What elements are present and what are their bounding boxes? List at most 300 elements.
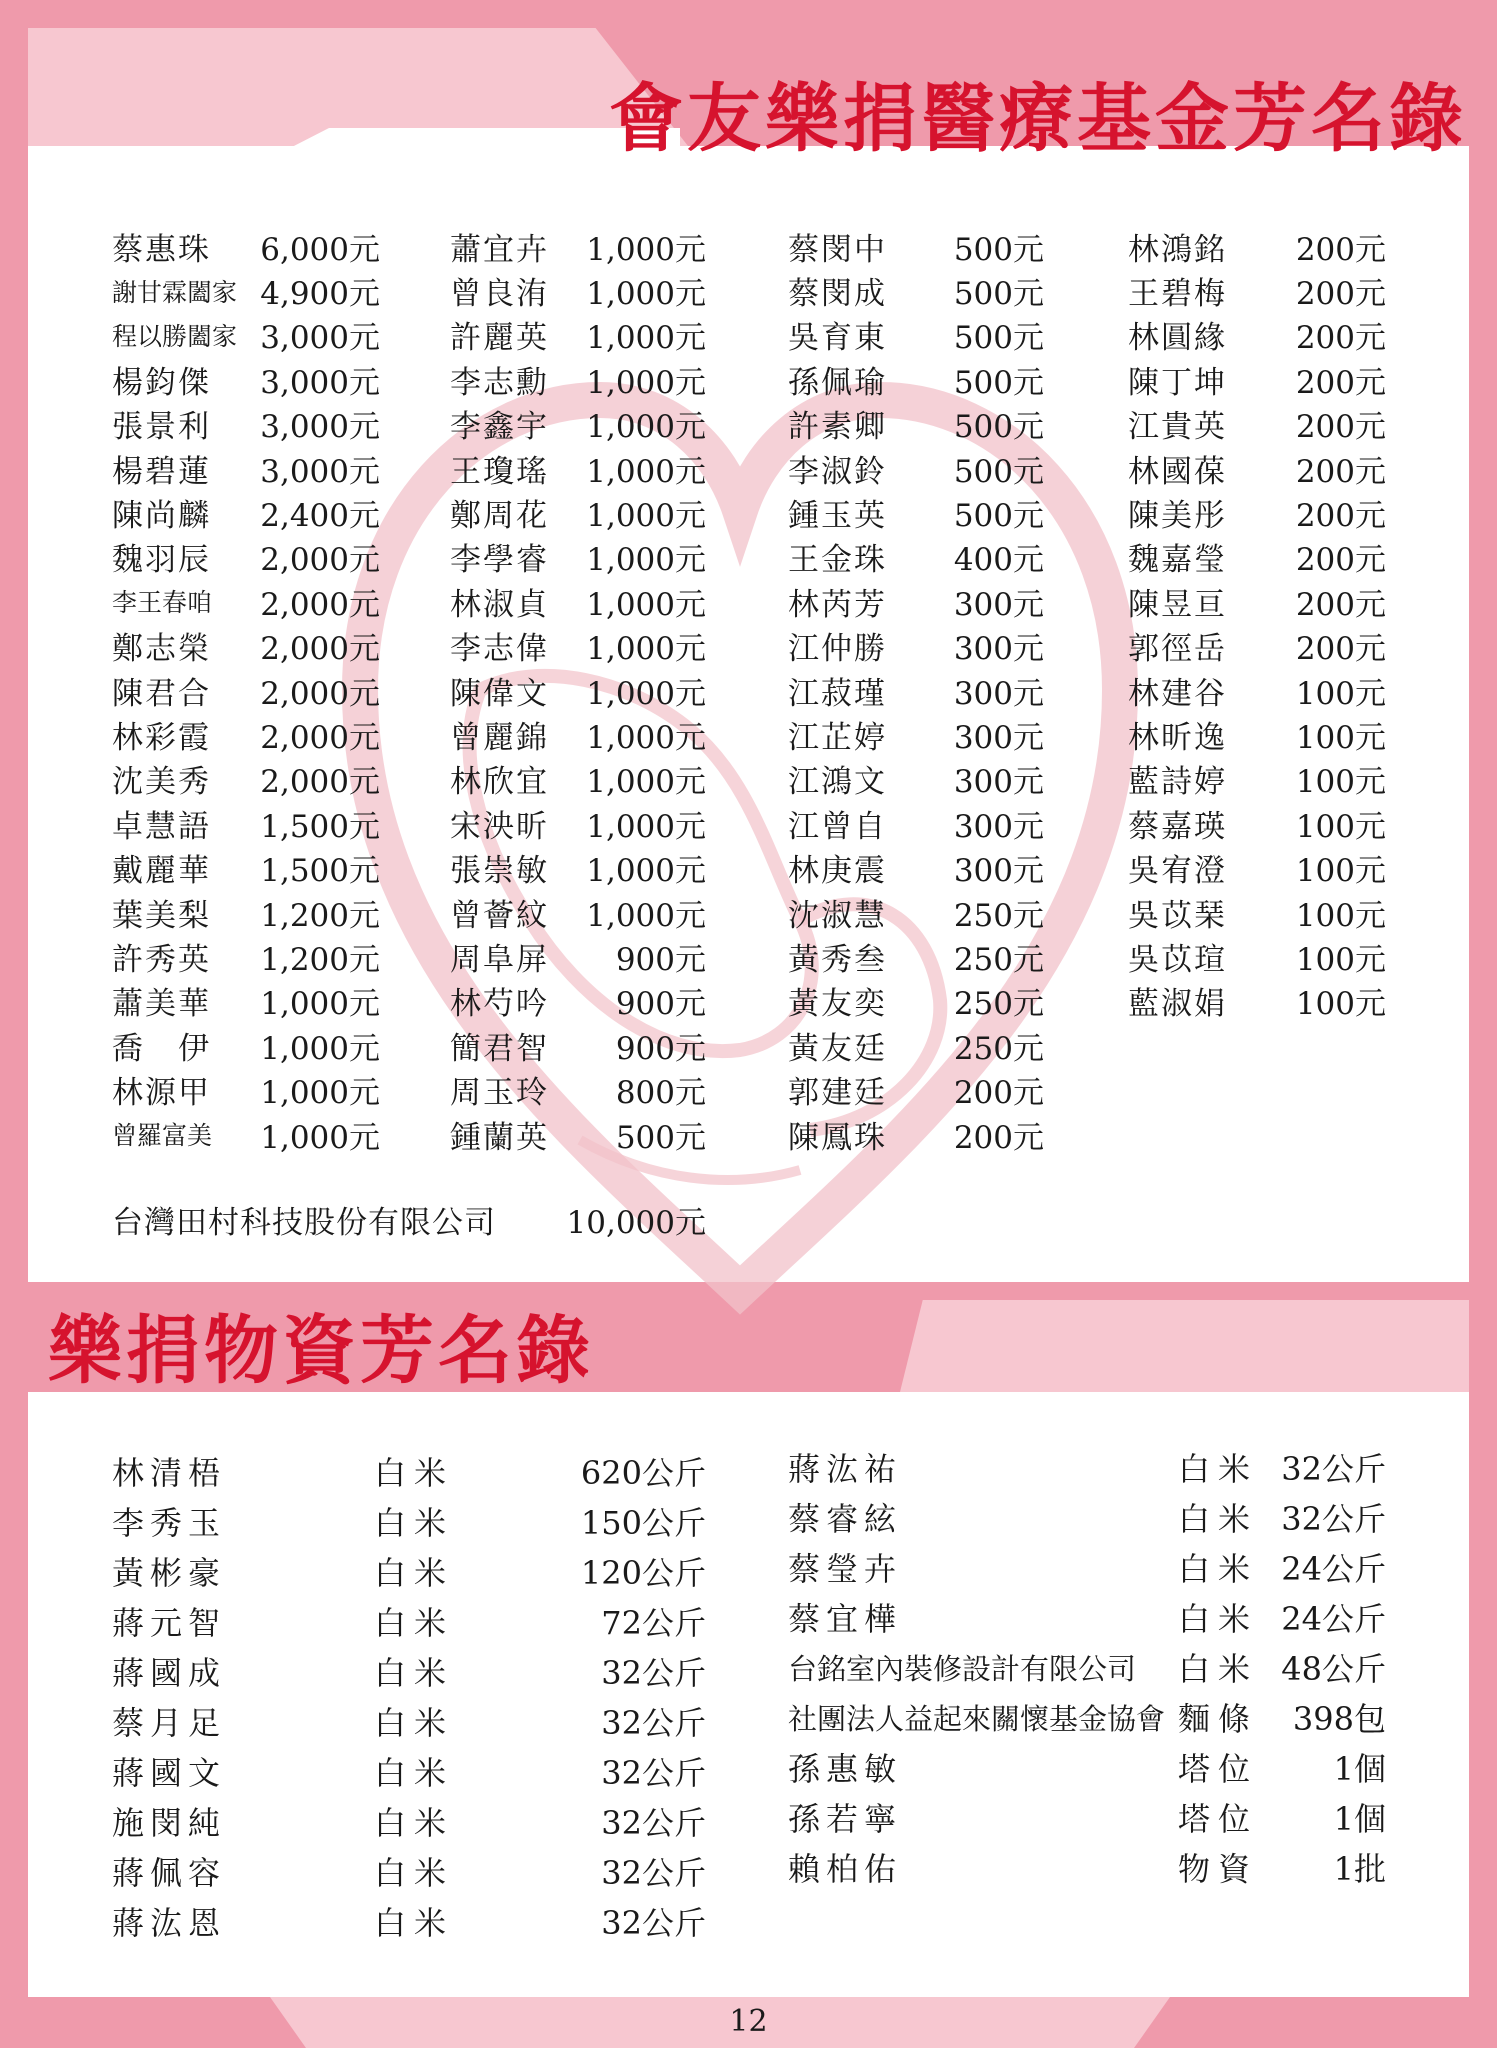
donor-row — [112, 1112, 380, 1156]
material-item: 白米 — [374, 1604, 455, 1642]
material-quantity: 32公斤 — [601, 1854, 706, 1892]
donor-amount: 500元 — [953, 231, 1044, 268]
material-row — [112, 1446, 706, 1496]
company-donation — [112, 1197, 706, 1242]
donor-name: 林國葆 — [1128, 453, 1227, 490]
donor-row — [112, 535, 380, 579]
donor-amount: 2,000元 — [260, 675, 380, 712]
donor-row — [450, 402, 706, 446]
material-row — [788, 1692, 1386, 1742]
donor-row — [450, 579, 706, 623]
donor-row — [1128, 668, 1386, 712]
material-row — [112, 1696, 706, 1746]
material-row — [788, 1492, 1386, 1542]
donor-row — [450, 845, 706, 889]
material-donor-name: 台銘室內裝修設計有限公司 — [788, 1651, 1137, 1686]
material-row — [112, 1796, 706, 1846]
donor-amount: 3,000元 — [260, 364, 380, 401]
donor-name: 江菽瑾 — [788, 675, 887, 712]
donor-row — [788, 402, 1044, 446]
material-quantity: 620公斤 — [580, 1454, 706, 1492]
donor-name: 楊鈞傑 — [112, 364, 211, 401]
donor-row — [788, 313, 1044, 357]
material-item: 白米 — [1178, 1600, 1259, 1638]
material-donor-name: 李秀玉 — [112, 1504, 227, 1542]
donor-row — [112, 402, 380, 446]
donor-row — [450, 535, 706, 579]
donor-row — [1128, 490, 1386, 534]
material-donor-name: 蔡睿絃 — [788, 1500, 903, 1538]
donor-row — [1128, 357, 1386, 401]
donor-amount: 300元 — [953, 720, 1044, 756]
donor-row — [1128, 624, 1386, 668]
material-donor-name: 蔡月足 — [112, 1704, 227, 1742]
donor-name: 曾良洧 — [450, 276, 549, 313]
donor-row — [1128, 890, 1386, 934]
donor-amount: 200元 — [1295, 364, 1386, 401]
donor-amount: 250元 — [953, 1030, 1044, 1067]
donor-amount: 3,000元 — [260, 320, 380, 357]
donor-amount: 1,000元 — [586, 631, 706, 668]
donor-amount: 100元 — [1295, 675, 1386, 712]
donor-amount: 500元 — [953, 276, 1044, 313]
donor-name: 林昕逸 — [1128, 720, 1227, 756]
donor-amount: 1,000元 — [260, 1075, 380, 1112]
donor-name: 葉美梨 — [112, 897, 211, 934]
donor-name: 鍾蘭英 — [450, 1119, 549, 1156]
donor-row — [450, 979, 706, 1023]
donor-name: 陳尚麟 — [112, 498, 211, 535]
materials-column — [112, 1446, 706, 1946]
donation-column — [1128, 224, 1386, 1023]
donor-name: 曾麗錦 — [450, 720, 549, 756]
donor-row — [788, 757, 1044, 801]
donor-name: 蔡閔成 — [788, 276, 887, 313]
donor-amount: 500元 — [953, 453, 1044, 490]
donor-name: 許素卿 — [788, 409, 887, 446]
donor-name: 卓慧語 — [112, 808, 211, 845]
donor-name: 郭建廷 — [788, 1075, 887, 1112]
donor-name: 陳昱亘 — [1128, 586, 1227, 623]
donor-amount: 250元 — [953, 941, 1044, 978]
donor-row — [112, 979, 380, 1023]
material-row — [788, 1542, 1386, 1592]
donor-row — [788, 1023, 1044, 1067]
material-item: 白米 — [374, 1854, 455, 1892]
donor-amount: 1,000元 — [586, 320, 706, 357]
donor-name: 江曾自 — [788, 808, 887, 845]
donor-amount: 250元 — [953, 986, 1044, 1023]
donor-amount: 1,000元 — [260, 1030, 380, 1067]
donor-row — [788, 979, 1044, 1023]
donor-amount: 2,400元 — [260, 498, 380, 535]
donor-row — [450, 446, 706, 490]
material-row — [112, 1496, 706, 1546]
donor-amount: 1,000元 — [586, 276, 706, 313]
donor-amount: 3,000元 — [260, 409, 380, 446]
donor-name: 蕭美華 — [112, 986, 211, 1023]
donor-name: 張崇敏 — [450, 853, 549, 890]
material-quantity: 120公斤 — [580, 1554, 706, 1592]
donor-name: 戴麗華 — [112, 853, 211, 890]
donor-row — [788, 490, 1044, 534]
material-item: 塔位 — [1178, 1800, 1259, 1838]
donor-amount: 100元 — [1295, 986, 1386, 1023]
donor-name: 黃友廷 — [788, 1030, 887, 1067]
material-quantity: 1個 — [1333, 1800, 1386, 1838]
material-item: 白米 — [374, 1904, 455, 1942]
donor-amount: 1,000元 — [586, 409, 706, 446]
donor-amount: 1,000元 — [586, 231, 706, 268]
material-item: 白米 — [374, 1804, 455, 1842]
donor-name: 藍淑娟 — [1128, 986, 1227, 1023]
donor-amount: 300元 — [953, 764, 1044, 801]
donor-name: 林圓緣 — [1128, 320, 1227, 357]
material-item: 白米 — [374, 1554, 455, 1592]
donor-row — [1128, 934, 1386, 978]
material-item: 白米 — [1178, 1450, 1259, 1488]
donor-name: 陳君合 — [112, 675, 211, 712]
donor-row — [450, 1023, 706, 1067]
material-item: 白米 — [374, 1454, 455, 1492]
donor-amount: 1,200元 — [260, 897, 380, 934]
donor-row — [788, 890, 1044, 934]
donor-name: 吳育東 — [788, 320, 887, 357]
donor-row — [1128, 712, 1386, 756]
material-quantity: 72公斤 — [601, 1604, 706, 1642]
material-quantity: 1批 — [1333, 1850, 1386, 1888]
donor-row — [112, 934, 380, 978]
donor-amount: 3,000元 — [260, 453, 380, 490]
donor-name: 陳丁坤 — [1128, 364, 1227, 401]
donor-amount: 200元 — [1295, 276, 1386, 313]
donor-amount: 2,000元 — [260, 586, 380, 623]
material-donor-name: 林清梧 — [112, 1454, 227, 1492]
donor-name: 曾羅富美 — [112, 1121, 213, 1150]
company-name: 台灣田村科技股份有限公司 — [112, 1205, 496, 1241]
donor-row — [112, 579, 380, 623]
donor-name: 李淑鈴 — [788, 453, 887, 490]
donor-row — [450, 224, 706, 268]
material-row — [788, 1592, 1386, 1642]
donor-amount: 100元 — [1295, 853, 1386, 890]
donor-name: 江仲勝 — [788, 631, 887, 668]
donor-name: 張景利 — [112, 409, 211, 446]
material-quantity: 32公斤 — [601, 1704, 706, 1742]
donor-row — [1128, 979, 1386, 1023]
donation-column — [450, 224, 706, 1156]
donor-name: 蔡嘉瑛 — [1128, 808, 1227, 845]
donor-amount: 200元 — [1295, 453, 1386, 490]
donor-name: 王瓊瑤 — [450, 453, 549, 490]
material-donor-name: 蔡瑩卉 — [788, 1550, 903, 1588]
donor-name: 林芍吟 — [450, 986, 549, 1023]
material-donor-name: 蔣元智 — [112, 1604, 227, 1642]
material-row — [788, 1442, 1386, 1492]
donor-name: 楊碧蓮 — [112, 453, 211, 490]
donor-row — [788, 446, 1044, 490]
donor-name: 江芷婷 — [788, 720, 887, 756]
donor-row — [1128, 224, 1386, 268]
donor-row — [450, 624, 706, 668]
donor-amount: 200元 — [1295, 231, 1386, 268]
donor-name: 藍詩婷 — [1128, 764, 1227, 801]
donor-row — [788, 224, 1044, 268]
page-number: 12 — [729, 2004, 768, 2039]
donor-name: 曾薈紋 — [450, 897, 549, 934]
company-amount: 10,000元 — [566, 1205, 706, 1241]
donor-row — [112, 313, 380, 357]
donor-name: 簡君智 — [450, 1030, 549, 1067]
donor-row — [112, 668, 380, 712]
donor-name: 林彩霞 — [112, 720, 211, 756]
donor-amount: 2,000元 — [260, 720, 380, 756]
material-donor-name: 孫惠敏 — [788, 1750, 903, 1788]
donor-name: 吳苡瑄 — [1128, 941, 1227, 978]
donor-name: 魏嘉瑩 — [1128, 542, 1227, 579]
donor-name: 李王春咱 — [112, 588, 213, 618]
material-row — [788, 1792, 1386, 1842]
donor-name: 林欣宜 — [450, 764, 549, 801]
material-quantity: 398包 — [1292, 1700, 1386, 1738]
donor-amount: 4,900元 — [260, 276, 380, 313]
donor-row — [788, 934, 1044, 978]
donor-row — [112, 801, 380, 845]
donor-row — [788, 801, 1044, 845]
material-item: 塔位 — [1178, 1750, 1259, 1788]
donor-amount: 300元 — [953, 586, 1044, 623]
donor-name: 許麗英 — [450, 320, 549, 357]
donor-name: 郭徑岳 — [1128, 631, 1227, 668]
donor-name: 鄭志榮 — [112, 631, 211, 668]
donor-amount: 800元 — [615, 1075, 706, 1112]
material-item: 白米 — [374, 1654, 455, 1692]
donor-amount: 1,000元 — [586, 764, 706, 801]
donor-name: 蕭宜卉 — [450, 231, 549, 268]
donor-name: 林建谷 — [1128, 675, 1227, 712]
donor-row — [450, 268, 706, 312]
donor-name: 黃秀叁 — [788, 941, 887, 978]
donor-row — [1128, 845, 1386, 889]
donor-amount: 300元 — [953, 631, 1044, 668]
donor-row — [450, 1067, 706, 1111]
donor-amount: 1,000元 — [586, 498, 706, 535]
donor-amount: 500元 — [953, 364, 1044, 401]
donor-amount: 2,000元 — [260, 631, 380, 668]
donor-amount: 200元 — [1295, 320, 1386, 357]
donor-row — [112, 845, 380, 889]
material-item: 白米 — [374, 1754, 455, 1792]
donor-name: 蔡惠珠 — [112, 231, 211, 268]
material-donor-name: 孫若寧 — [788, 1800, 903, 1838]
donor-row — [112, 1023, 380, 1067]
donor-row — [788, 357, 1044, 401]
donor-amount: 1,000元 — [586, 808, 706, 845]
donor-name: 林芮芳 — [788, 586, 887, 623]
donor-row — [112, 712, 380, 756]
donor-row — [112, 446, 380, 490]
material-item: 白米 — [374, 1504, 455, 1542]
donor-row — [788, 535, 1044, 579]
donor-row — [788, 268, 1044, 312]
donor-name: 周阜屏 — [450, 941, 549, 978]
material-quantity: 32公斤 — [601, 1804, 706, 1842]
donor-amount: 900元 — [615, 941, 706, 978]
donor-row — [112, 490, 380, 534]
middle-band-light — [900, 1300, 1469, 1392]
donor-amount: 2,000元 — [260, 764, 380, 801]
donor-name: 鄭周花 — [450, 498, 549, 535]
donor-amount: 400元 — [953, 542, 1044, 579]
donor-row — [1128, 801, 1386, 845]
donor-amount: 1,000元 — [586, 897, 706, 934]
donor-name: 李鑫宇 — [450, 409, 549, 446]
donor-row — [788, 624, 1044, 668]
donor-name: 鍾玉英 — [788, 498, 887, 535]
material-quantity: 32公斤 — [601, 1754, 706, 1792]
donor-amount: 1,000元 — [586, 720, 706, 756]
donor-amount: 1,500元 — [260, 853, 380, 890]
donor-amount: 500元 — [953, 320, 1044, 357]
material-item: 物資 — [1178, 1850, 1259, 1888]
material-item: 白米 — [1178, 1550, 1259, 1588]
donor-row — [788, 845, 1044, 889]
donor-amount: 100元 — [1295, 764, 1386, 801]
donor-amount: 1,000元 — [586, 675, 706, 712]
donor-amount: 1,500元 — [260, 808, 380, 845]
donor-name: 陳美彤 — [1128, 498, 1227, 535]
donor-name: 吳宥澄 — [1128, 853, 1227, 890]
donor-name: 陳偉文 — [450, 675, 549, 712]
material-row — [788, 1642, 1386, 1692]
donor-amount: 300元 — [953, 853, 1044, 890]
material-row — [112, 1596, 706, 1646]
donor-amount: 2,000元 — [260, 542, 380, 579]
donor-row — [450, 801, 706, 845]
donor-name: 林鴻銘 — [1128, 231, 1227, 268]
donor-amount: 100元 — [1295, 941, 1386, 978]
donor-row — [1128, 313, 1386, 357]
donor-amount: 200元 — [1295, 409, 1386, 446]
donor-row — [112, 890, 380, 934]
donor-amount: 1,000元 — [260, 1119, 380, 1156]
donor-row — [1128, 402, 1386, 446]
donor-row — [112, 268, 380, 312]
donation-column — [788, 224, 1044, 1156]
material-donor-name: 蔣國成 — [112, 1654, 227, 1692]
donor-name: 沈淑慧 — [788, 897, 887, 934]
donor-row — [112, 757, 380, 801]
material-donor-name: 賴柏佑 — [788, 1850, 903, 1888]
material-donor-name: 黃彬豪 — [112, 1554, 227, 1592]
donor-row — [788, 712, 1044, 756]
material-item: 白米 — [374, 1704, 455, 1742]
material-quantity: 150公斤 — [580, 1504, 706, 1542]
donor-amount: 100元 — [1295, 808, 1386, 845]
donor-row — [788, 668, 1044, 712]
donor-amount: 100元 — [1295, 720, 1386, 756]
donor-amount: 6,000元 — [260, 231, 380, 268]
section-title-materials: 樂捐物資芳名錄 — [48, 1308, 594, 1394]
donor-row — [788, 1067, 1044, 1111]
material-donor-name: 蔣國文 — [112, 1754, 227, 1792]
donor-name: 宋泱昕 — [450, 808, 549, 845]
donor-amount: 200元 — [1295, 542, 1386, 579]
donor-name: 王金珠 — [788, 542, 887, 579]
material-quantity: 32公斤 — [601, 1654, 706, 1692]
donor-row — [450, 712, 706, 756]
donor-row — [1128, 535, 1386, 579]
material-item: 白米 — [1178, 1500, 1259, 1538]
donor-name: 吳苡琹 — [1128, 897, 1227, 934]
donor-row — [788, 579, 1044, 623]
material-row — [112, 1546, 706, 1596]
donor-row — [788, 1112, 1044, 1156]
donor-amount: 300元 — [953, 675, 1044, 712]
donor-amount: 250元 — [953, 897, 1044, 934]
donor-amount: 1,000元 — [586, 364, 706, 401]
donor-row — [450, 934, 706, 978]
donor-name: 黃友奕 — [788, 986, 887, 1023]
donor-amount: 200元 — [1295, 586, 1386, 623]
donor-name: 沈美秀 — [112, 764, 211, 801]
donor-name: 程以勝闔家 — [112, 321, 238, 351]
material-row — [788, 1742, 1386, 1792]
donor-row — [1128, 268, 1386, 312]
donor-amount: 300元 — [953, 808, 1044, 845]
material-donor-name: 社團法人益起來關懷基金協會 — [788, 1701, 1166, 1736]
donor-name: 喬 伊 — [112, 1030, 211, 1067]
donor-row — [1128, 579, 1386, 623]
donor-amount: 200元 — [1295, 498, 1386, 535]
material-row — [112, 1746, 706, 1796]
donor-name: 蔡閔中 — [788, 231, 887, 268]
material-quantity: 32公斤 — [601, 1904, 706, 1942]
material-quantity: 48公斤 — [1281, 1650, 1386, 1688]
donor-row — [1128, 446, 1386, 490]
donor-amount: 200元 — [1295, 631, 1386, 668]
donor-row — [450, 668, 706, 712]
donor-row — [112, 224, 380, 268]
donor-amount: 1,000元 — [586, 453, 706, 490]
donor-name: 魏羽辰 — [112, 542, 211, 579]
page-title: 會友樂捐醫療基金芳名錄 — [609, 76, 1467, 162]
donor-row — [112, 624, 380, 668]
material-item: 白米 — [1178, 1650, 1259, 1688]
donor-name: 王碧梅 — [1128, 276, 1227, 313]
donor-amount: 1,000元 — [586, 586, 706, 623]
donor-name: 陳鳳珠 — [788, 1119, 887, 1156]
donor-amount: 100元 — [1295, 897, 1386, 934]
donor-name: 李志勳 — [450, 364, 549, 401]
material-donor-name: 蔡宜樺 — [788, 1600, 903, 1638]
donor-row — [112, 357, 380, 401]
donor-amount: 1,000元 — [586, 853, 706, 890]
donor-name: 許秀英 — [112, 941, 211, 978]
material-quantity: 24公斤 — [1281, 1550, 1386, 1588]
donor-name: 林源甲 — [112, 1075, 211, 1112]
donor-name: 李志偉 — [450, 631, 549, 668]
donor-amount: 500元 — [953, 409, 1044, 446]
donor-name: 李學睿 — [450, 542, 549, 579]
material-quantity: 32公斤 — [1281, 1450, 1386, 1488]
donor-row — [112, 1067, 380, 1111]
material-donor-name: 蔣汯恩 — [112, 1904, 227, 1942]
material-donor-name: 蔣佩容 — [112, 1854, 227, 1892]
donor-name: 林庚震 — [788, 853, 887, 890]
material-item: 麵條 — [1178, 1700, 1259, 1738]
donation-column — [112, 224, 380, 1156]
